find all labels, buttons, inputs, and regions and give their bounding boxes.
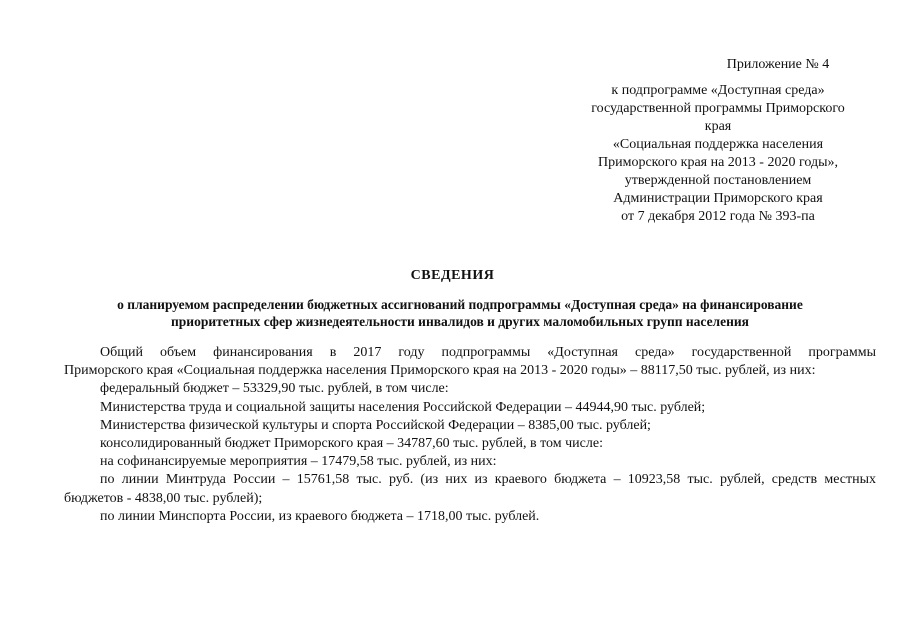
document-heading: СВЕДЕНИЯ	[410, 268, 495, 283]
subheading-line: о планируемом распределении бюджетных ассигнований подпрограммы «Доступная среда» на финансирование	[117, 297, 803, 312]
cofinanced-line: на софинансируемые мероприятия – 17479,58 тыс. рублей, из них:	[100, 454, 497, 470]
intro-paragraph-line: Общий объем финансирования в 2017 году подпрограммы «Доступная среда» государственной программы	[100, 345, 876, 360]
appendix-line: к подпрограмме «Доступная среда»	[611, 83, 825, 98]
appendix-line: от 7 декабря 2012 года № 393-па	[621, 209, 815, 224]
appendix-line: «Социальная поддержка населения	[612, 137, 824, 152]
document-subheading	[60, 296, 860, 330]
intro-paragraph-line: Приморского края «Социальная поддержка населения Приморского края на 2013 - 2020 годы» – 88117,50 тыс. рублей, из них:	[64, 363, 816, 379]
appendix-line: государственной программы Приморского	[591, 101, 845, 116]
mintrud-detail-line: бюджетов - 4838,00 тыс. рублей);	[64, 490, 263, 506]
appendix-line: Приморского края на 2013 - 2020 годы»,	[597, 155, 838, 170]
subheading-line: приоритетных сфер жизнедеятельности инвалидов и других маломобильных групп населения	[171, 314, 749, 329]
appendix-line: края	[704, 119, 732, 134]
consolidated-budget-line: консолидированный бюджет Приморского края – 34787,60 тыс. рублей, в том числе:	[100, 436, 603, 452]
mintrud-detail-line: по линии Минтруда России – 15761,58 тыс. руб. (из них из краевого бюджета – 10923,58 тыс. рублей, средств местных	[100, 472, 876, 488]
minsport-line: Министерства физической культуры и спорта Российской Федерации – 8385,00 тыс. рублей;	[100, 417, 651, 433]
appendix-title: Приложение № 4	[726, 57, 830, 72]
document-body	[64, 344, 876, 526]
appendix-line: утвержденной постановлением	[624, 173, 812, 188]
federal-budget-line: федеральный бюджет – 53329,90 тыс. рублей, в том числе:	[100, 381, 449, 397]
appendix-line: Администрации Приморского края	[613, 191, 823, 206]
mintrud-line: Министерства труда и социальной защиты населения Российской Федерации – 44944,90 тыс. рублей;	[100, 399, 706, 415]
minsport-detail-line: по линии Минспорта России, из краевого бюджета – 1718,00 тыс. рублей.	[100, 508, 540, 524]
appendix-block	[560, 56, 876, 226]
